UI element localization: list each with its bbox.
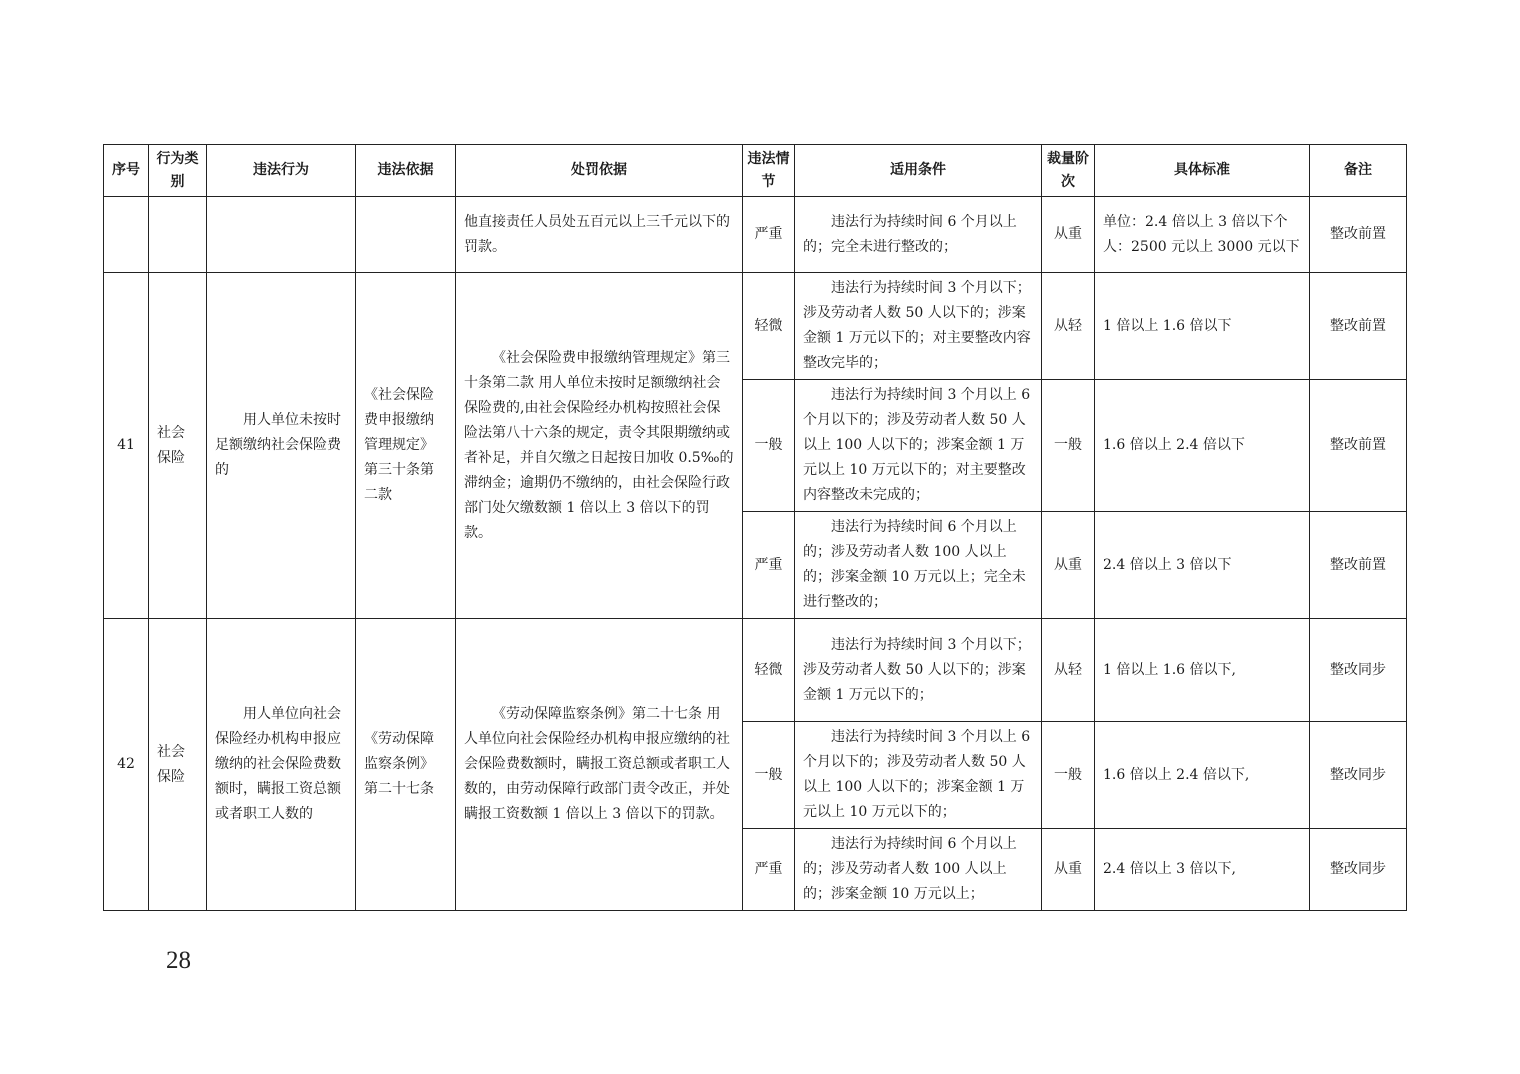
circumstance-cell: 严重 [743,197,795,273]
remark-cell: 整改前置 [1310,512,1407,619]
standard-cell: 单位：2.4 倍以上 3 倍以下个人：2500 元以上 3000 元以下 [1095,197,1310,273]
level-cell: 从重 [1042,197,1095,273]
circumstance-cell: 轻微 [743,273,795,380]
header-seq: 序号 [104,145,149,197]
header-standard: 具体标准 [1095,145,1310,197]
discretion-standards-table [103,144,1407,911]
condition-cell: 违法行为持续时间 3 个月以上 6 个月以下的；涉及劳动者人数 50 人以上 100 人以下的；涉案金额 1 万元以上 10 万元以下的； [795,722,1042,829]
basis-cell: 《劳动保障监察条例》第二十七条 [356,619,456,911]
basis-cell [356,197,456,273]
level-cell: 一般 [1042,380,1095,512]
category-cell: 社会保险 [149,273,207,619]
category-cell: 社会保险 [149,619,207,911]
circumstance-cell: 一般 [743,380,795,512]
level-cell: 从轻 [1042,619,1095,722]
header-illegal-basis: 违法依据 [356,145,456,197]
header-category: 行为类别 [149,145,207,197]
level-cell: 从轻 [1042,273,1095,380]
level-cell: 一般 [1042,722,1095,829]
seq-cell: 42 [104,619,149,911]
level-cell: 从重 [1042,512,1095,619]
basis-cell: 《社会保险费申报缴纳管理规定》第三十条第二款 [356,273,456,619]
act-cell: 用人单位向社会保险经办机构申报应缴纳的社会保险费数额时，瞒报工资总额或者职工人数的 [207,619,356,911]
circumstance-cell: 轻微 [743,619,795,722]
standard-cell: 2.4 倍以上 3 倍以下 [1095,512,1310,619]
remark-cell: 整改前置 [1310,197,1407,273]
act-cell [207,197,356,273]
condition-cell: 违法行为持续时间 6 个月以上的；涉及劳动者人数 100 人以上的；涉案金额 10 万元以上； [795,829,1042,911]
remark-cell: 整改同步 [1310,619,1407,722]
condition-cell: 违法行为持续时间 3 个月以上 6 个月以下的；涉及劳动者人数 50 人以上 100 人以下的；涉案金额 1 万元以上 10 万元以下的；对主要整改内容整改未完成的； [795,380,1042,512]
remark-cell: 整改前置 [1310,273,1407,380]
seq-cell: 41 [104,273,149,619]
header-penalty-basis: 处罚依据 [456,145,743,197]
header-conditions: 适用条件 [795,145,1042,197]
condition-cell: 违法行为持续时间 3 个月以下；涉及劳动者人数 50 人以下的；涉案金额 1 万元以下的；对主要整改内容整改完毕的； [795,273,1042,380]
standard-cell: 1 倍以上 1.6 倍以下 [1095,273,1310,380]
condition-cell: 违法行为持续时间 6 个月以上的；完全未进行整改的； [795,197,1042,273]
circumstance-cell: 严重 [743,829,795,911]
penalty-cell: 《社会保险费申报缴纳管理规定》第三十条第二款 用人单位未按时足额缴纳社会保险费的,由社会保险经办机构按照社会保险法第八十六条的规定，责令其限期缴纳或者补足，并自欠缴之日起按日加收 0.5‰的滞纳金；逾期仍不缴纳的，由社会保险行政部门处欠缴数额 1 倍以上 3 倍以下的罚款。 [456,273,743,619]
remark-cell: 整改前置 [1310,380,1407,512]
standard-cell: 1.6 倍以上 2.4 倍以下, [1095,722,1310,829]
table-row-41 [104,273,1407,380]
act-cell: 用人单位未按时足额缴纳社会保险费的 [207,273,356,619]
penalty-cell: 他直接责任人员处五百元以上三千元以下的罚款。 [456,197,743,273]
standard-cell: 1.6 倍以上 2.4 倍以下 [1095,380,1310,512]
circumstance-cell: 严重 [743,512,795,619]
standard-cell: 2.4 倍以上 3 倍以下, [1095,829,1310,911]
standard-cell: 1 倍以上 1.6 倍以下, [1095,619,1310,722]
circumstance-cell: 一般 [743,722,795,829]
level-cell: 从重 [1042,829,1095,911]
header-level: 裁量阶次 [1042,145,1095,197]
seq-cell [104,197,149,273]
remark-cell: 整改同步 [1310,829,1407,911]
condition-cell: 违法行为持续时间 3 个月以下；涉及劳动者人数 50 人以下的；涉案金额 1 万元以下的； [795,619,1042,722]
table-row-carryover [104,197,1407,273]
remark-cell: 整改同步 [1310,722,1407,829]
table-row-42 [104,619,1407,722]
category-cell [149,197,207,273]
penalty-cell: 《劳动保障监察条例》第二十七条 用人单位向社会保险经办机构申报应缴纳的社会保险费数额时，瞒报工资总额或者职工人数的，由劳动保障行政部门责令改正，并处瞒报工资数额 1 倍以上 3 倍以下的罚款。 [456,619,743,911]
table-header-row [104,145,1407,197]
header-remarks: 备注 [1310,145,1407,197]
condition-cell: 违法行为持续时间 6 个月以上的；涉及劳动者人数 100 人以上的；涉案金额 10 万元以上；完全未进行整改的； [795,512,1042,619]
header-illegal-act: 违法行为 [207,145,356,197]
page-number: 28 [166,947,191,974]
header-circumstance: 违法情节 [743,145,795,197]
